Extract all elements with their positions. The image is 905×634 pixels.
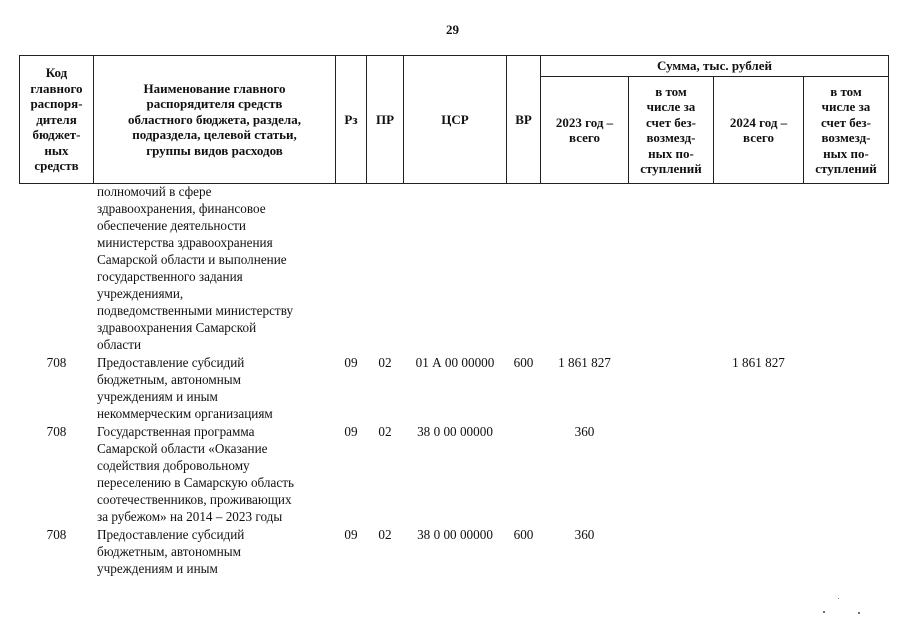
cell-name: Предоставление субсидий бюджетным, автономным учреждениям и иным	[97, 527, 245, 576]
cell-rz: 09	[344, 424, 358, 439]
cell-pr: 02	[378, 355, 392, 370]
cell-vr: 600	[513, 527, 534, 542]
page-number: 29	[446, 22, 459, 37]
cell-2023-total: 360	[574, 424, 595, 439]
header-2024-gratuitous: в том числе за счет без- возмезд- ных по- ступлений	[815, 83, 877, 176]
header-2023-total: 2023 год – всего	[555, 114, 614, 145]
cell-vr: 600	[513, 355, 534, 370]
header-summa: Сумма, тыс. рублей	[657, 58, 772, 74]
cell-rz: 09	[344, 355, 358, 370]
cell-2023-total: 1 861 827	[558, 355, 611, 370]
cell-csr: 01 А 00 00000	[415, 355, 495, 370]
cell-name: Предоставление субсидий бюджетным, автономным учреждениям и иным некоммерческим организациям	[97, 355, 273, 421]
cell-kod: 708	[46, 527, 67, 542]
header-vr: ВР	[515, 111, 532, 127]
header-csr: ЦСР	[441, 111, 469, 127]
cell-2023-total: 360	[574, 527, 595, 542]
cell-pr: 02	[378, 527, 392, 542]
cell-csr: 38 0 00 00000	[417, 424, 493, 439]
cell-name: Государственная программа Самарской области «Оказание содействия добровольному переселению в Самарскую область соотечественников, проживающих за рубежом» на 2014 – 2023 годы	[97, 424, 294, 524]
cell-kod: 708	[46, 355, 67, 370]
header-name: Наименование главного распорядителя средств областного бюджета, раздела, подраздела, целевой статьи, группы видов расходов	[128, 80, 301, 158]
cell-name: полномочий в сфере здравоохранения, финансовое обеспечение деятельности министерства здравоохранения Самарской области и выполнение государственного задания учреждениями, подведомственными министерству здравоохранения Самарской области	[97, 184, 294, 352]
header-2023-gratuitous: в том числе за счет без- возмезд- ных по- ступлений	[640, 83, 702, 176]
header-pr: ПР	[375, 111, 395, 127]
cell-2024-total: 1 861 827	[732, 355, 785, 370]
cell-kod: 708	[46, 424, 67, 439]
header-kod: Код главного распоря- дителя бюджет- ных средств	[30, 65, 83, 174]
cell-csr: 38 0 00 00000	[417, 527, 493, 542]
header-rz: Рз	[344, 111, 358, 127]
header-2024-total: 2024 год – всего	[729, 114, 788, 145]
cell-pr: 02	[378, 424, 392, 439]
cell-rz: 09	[344, 527, 358, 542]
